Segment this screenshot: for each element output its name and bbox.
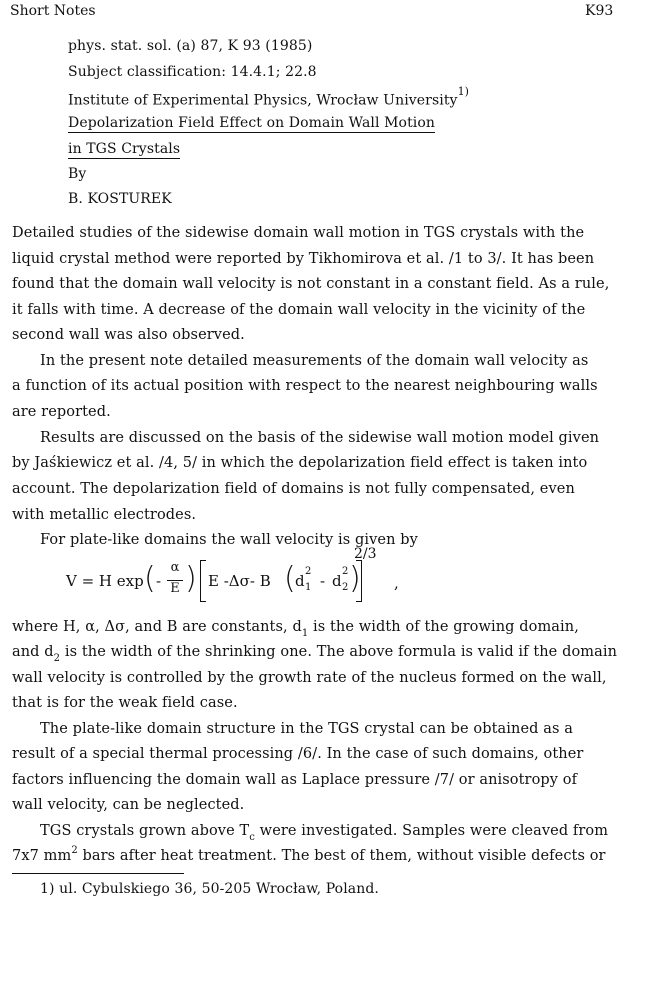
eq-trailing-comma: , [394,574,399,592]
institute-name: Institute of Experimental Physics, Wrocław University [68,92,458,109]
eq-minus: - [156,572,162,590]
author-name: B. KOSTUREK [68,191,172,207]
body-line: second wall was also observed. [12,327,245,343]
journal-citation: phys. stat. sol. (a) 87, K 93 (1985) [68,38,313,54]
paper-title-line-1 [68,115,435,131]
body-line: factors influencing the domain wall as Laplace pressure /7/ or anisotropy of [12,772,578,788]
subscript: 1 [301,628,309,639]
eq-paren-open: ( [144,561,156,596]
eq-frac-den: E [170,581,180,596]
eq-d1-sup: 2 [305,566,312,577]
title-text-1: Depolarization Field Effect on Domain Wall Motion [68,115,436,131]
line-text-tail: is the width of the growing domain, [308,619,579,635]
wall-velocity-equation [66,546,426,608]
eq-bracket-close [356,560,362,602]
eq-inner: E -Δσ- B [208,572,271,590]
body-line: For plate-like domains the wall velocity is given by [40,532,418,548]
body-line: by Jaśkiewicz et al. /4, 5/ in which the depolarization field effect is taken into [12,455,588,471]
body-line: a function of its actual position with respect to the nearest neighbouring walls [12,378,598,394]
line-text: where H, α, Δσ, and B are constants, d [12,619,302,635]
eq-exponent: 2/3 [354,546,377,562]
eq-d2-sub: 2 [342,582,349,593]
line-text: 7x7 mm [12,848,72,864]
eq-d2-sup: 2 [342,566,349,577]
title-text-2: in TGS Crystals [68,141,181,157]
body-line [12,644,618,664]
eq-paren2-close: ) [349,561,361,596]
body-line: that is for the weak field case. [12,695,238,711]
eq-d1: d [295,572,305,590]
body-line: liquid crystal method were reported by Tikhomirova et al. /1 to 3/. It has been [12,251,595,267]
eq-paren-close: ) [185,561,197,596]
line-text-tail: is the width of the shrinking one. The above formula is valid if the domain [60,644,618,660]
subscript: 2 [53,653,61,664]
body-line: it falls with time. A decrease of the domain wall velocity in the vicinity of the [12,302,586,318]
superscript: 2 [71,845,78,856]
paper-title-line-2 [68,141,180,157]
body-line: account. The depolarization field of domains is not fully compensated, even [12,481,575,497]
page-number: K93 [585,3,614,19]
institute-line [68,85,470,109]
body-line [40,823,609,843]
body-line [12,845,606,864]
running-header-left: Short Notes [10,3,96,19]
body-line: In the present note detailed measurements of the domain wall velocity as [40,353,589,369]
body-line: found that the domain wall velocity is not constant in a constant field. As a rule, [12,276,610,292]
body-line: with metallic electrodes. [12,507,197,523]
line-text-tail: were investigated. Samples were cleaved from [254,823,609,839]
line-text: and d [12,644,54,660]
body-line: wall velocity, can be neglected. [12,797,245,813]
body-line: are reported. [12,404,111,420]
line-text-tail: bars after heat treatment. The best of them, without visible defects or [77,848,606,864]
body-line [12,619,579,639]
eq-d2: d [332,572,342,590]
body-line: result of a special thermal processing /6/. In the case of such domains, other [12,746,584,762]
body-line: The plate-like domain structure in the TGS crystal can be obtained as a [40,721,573,737]
body-line: Detailed studies of the sidewise domain wall motion in TGS crystals with the [12,225,585,241]
subject-classification: Subject classification: 14.4.1; 22.8 [68,64,317,80]
institute-footnote-mark: 1) [457,85,470,98]
body-line: Results are discussed on the basis of the sidewise wall motion model given [40,430,600,446]
eq-frac-num: α [170,560,180,575]
eq-paren2-open: ( [284,561,296,596]
by-label: By [68,166,87,182]
line-text: TGS crystals grown above T [40,823,250,839]
subscript: c [249,832,255,843]
body-line: wall velocity is controlled by the growth rate of the nucleus formed on the wall, [12,670,607,686]
footnote-rule [12,873,184,874]
eq-d1-sub: 1 [305,582,312,593]
eq-bracket-open [200,560,206,602]
eq-lhs: V = H exp [66,572,144,590]
eq-mid-minus: - [320,572,326,590]
footnote: 1) ul. Cybulskiego 36, 50-205 Wrocław, Poland. [40,881,379,897]
